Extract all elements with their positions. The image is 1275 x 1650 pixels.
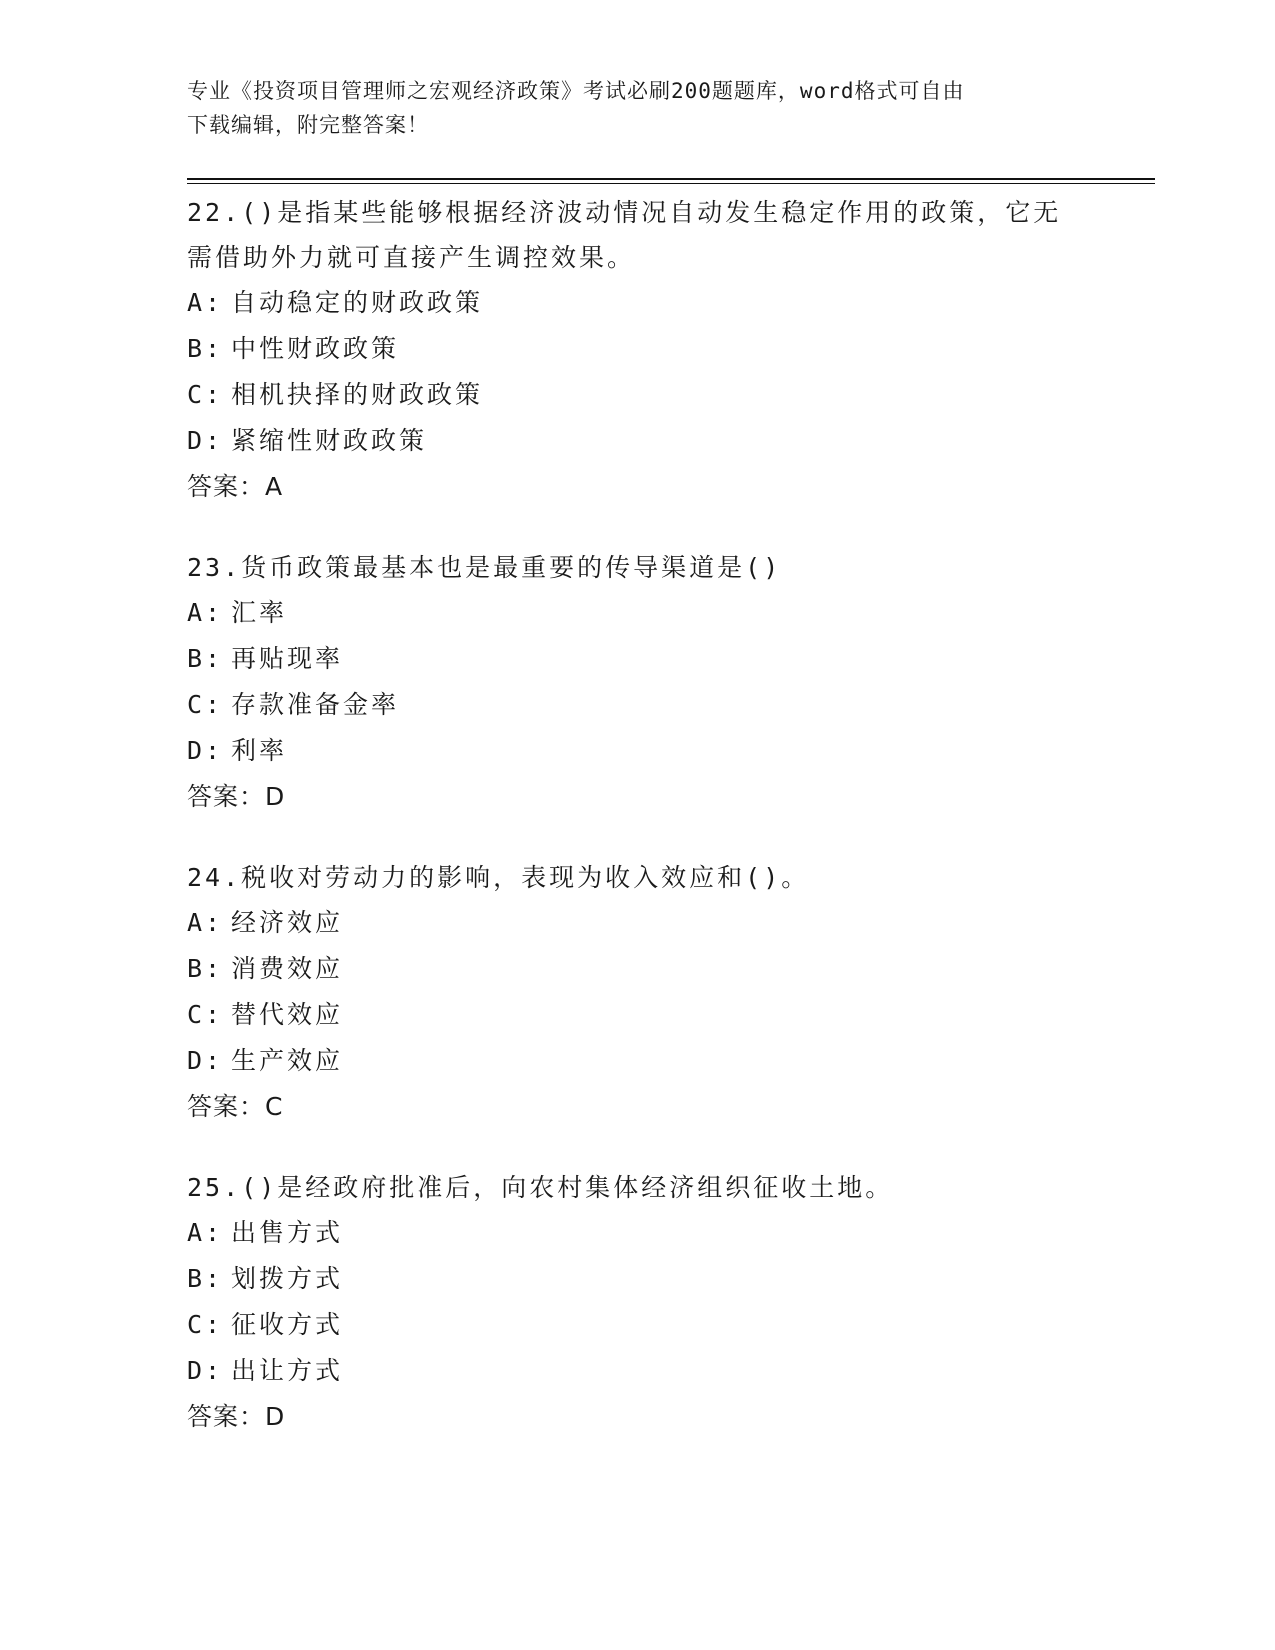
- question-23: [187, 545, 1087, 820]
- option-text: 出让方式: [231, 1356, 344, 1385]
- option-c: [187, 682, 1087, 728]
- option-text: 出售方式: [231, 1218, 344, 1247]
- document-header: [187, 74, 1067, 142]
- option-text: 利率: [231, 736, 288, 765]
- option-key: D:: [187, 736, 224, 765]
- question-stem-line: 22.()是指某些能够根据经济波动情况自动发生稳定作用的政策，它无: [187, 198, 1062, 227]
- option-text: 经济效应: [231, 908, 344, 937]
- option-text: 生产效应: [231, 1046, 344, 1075]
- question-stem: [187, 190, 1087, 280]
- answer-line: 答案：D: [187, 1402, 286, 1431]
- option-key: B:: [187, 644, 224, 673]
- answer-line: 答案：C: [187, 1092, 284, 1121]
- option-a: [187, 280, 1087, 326]
- option-a: [187, 1210, 1087, 1256]
- option-key: A:: [187, 1218, 224, 1247]
- option-key: B:: [187, 954, 224, 983]
- option-key: A:: [187, 908, 224, 937]
- question-24: [187, 855, 1087, 1130]
- question-stem-line: 25.()是经政府批准后，向农村集体经济组织征收土地。: [187, 1173, 894, 1202]
- option-a: [187, 900, 1087, 946]
- option-a: [187, 590, 1087, 636]
- question-stem: [187, 855, 1087, 900]
- header-line-2: 下载编辑，附完整答案！: [187, 113, 429, 137]
- option-b: [187, 326, 1087, 372]
- option-key: B:: [187, 334, 224, 363]
- question-list: [187, 190, 1087, 1475]
- option-d: [187, 418, 1087, 464]
- option-b: [187, 636, 1087, 682]
- header-divider-thick: [187, 178, 1155, 180]
- option-text: 汇率: [231, 598, 288, 627]
- option-key: A:: [187, 598, 224, 627]
- option-c: [187, 992, 1087, 1038]
- option-text: 消费效应: [231, 954, 344, 983]
- option-text: 存款准备金率: [231, 690, 400, 719]
- option-key: D:: [187, 1046, 224, 1075]
- option-text: 自动稳定的财政政策: [231, 288, 484, 317]
- option-text: 划拨方式: [231, 1264, 344, 1293]
- option-b: [187, 1256, 1087, 1302]
- header-line-1: 专业《投资项目管理师之宏观经济政策》考试必刷200题题库，word格式可自由: [187, 79, 965, 103]
- header-divider-thin: [187, 183, 1155, 184]
- option-key: D:: [187, 426, 224, 455]
- question-stem: [187, 545, 1087, 590]
- option-c: [187, 372, 1087, 418]
- option-text: 相机抉择的财政政策: [231, 380, 484, 409]
- option-d: [187, 1038, 1087, 1084]
- question-stem-line: 23.货币政策最基本也是最重要的传导渠道是(): [187, 553, 782, 582]
- answer-line: 答案：A: [187, 472, 284, 501]
- option-key: C:: [187, 1310, 224, 1339]
- option-key: B:: [187, 1264, 224, 1293]
- option-text: 再贴现率: [231, 644, 344, 673]
- option-b: [187, 946, 1087, 992]
- option-text: 征收方式: [231, 1310, 344, 1339]
- option-key: A:: [187, 288, 224, 317]
- option-d: [187, 728, 1087, 774]
- question-22: [187, 190, 1087, 510]
- option-c: [187, 1302, 1087, 1348]
- option-key: C:: [187, 690, 224, 719]
- option-key: C:: [187, 1000, 224, 1029]
- option-d: [187, 1348, 1087, 1394]
- option-text: 替代效应: [231, 1000, 344, 1029]
- question-stem: [187, 1165, 1087, 1210]
- option-key: D:: [187, 1356, 224, 1385]
- question-25: [187, 1165, 1087, 1440]
- option-key: C:: [187, 380, 224, 409]
- question-stem-line: 24.税收对劳动力的影响，表现为收入效应和()。: [187, 863, 810, 892]
- option-text: 中性财政政策: [231, 334, 400, 363]
- answer-line: 答案：D: [187, 782, 286, 811]
- question-stem-line: 需借助外力就可直接产生调控效果。: [187, 243, 636, 272]
- option-text: 紧缩性财政政策: [231, 426, 428, 455]
